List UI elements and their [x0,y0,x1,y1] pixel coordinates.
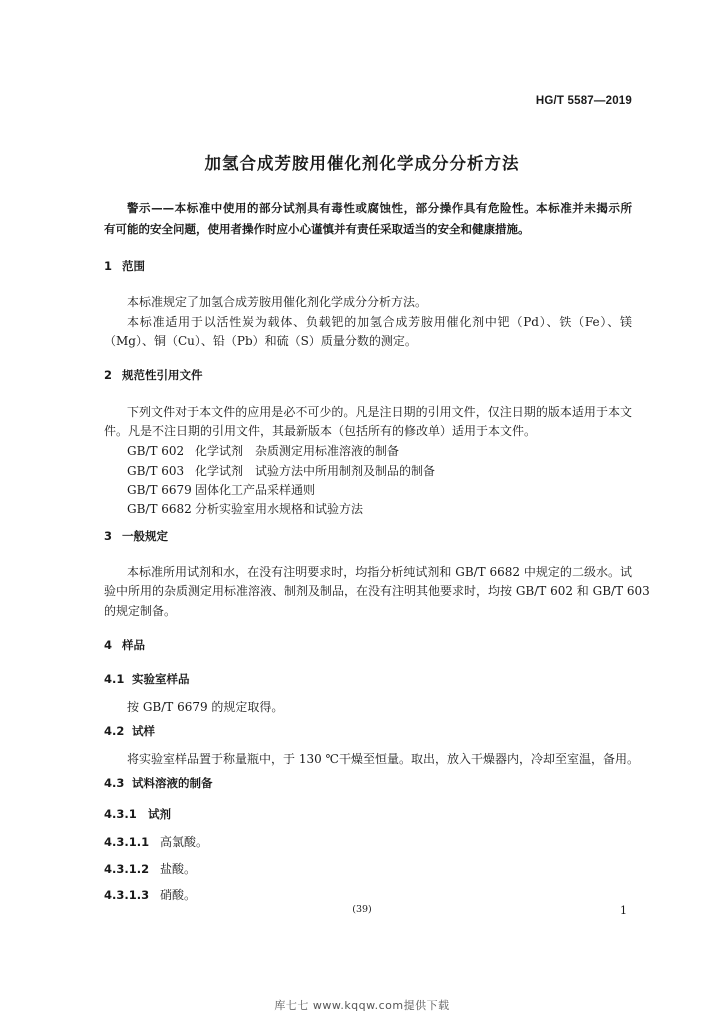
section-title: 范围 [122,259,145,273]
section-2-paragraph-line-1: 下列文件对于本文件的应用是必不可少的。凡是注日期的引用文件，仅注日期的版本适用于本文 [127,405,632,419]
reference-code: GB/T 6679 [127,483,192,497]
reference-code: GB/T 602 [127,444,185,458]
clause-4-3-1-3 [104,886,196,903]
clause-text: 硝酸。 [160,888,197,902]
reference-title: 化学试剂 杂质测定用标准溶液的制备 [195,444,400,458]
clause-number: 4.3.1.1 [104,835,150,849]
section-title: 试样 [132,724,155,738]
section-title: 试料溶液的制备 [132,776,213,790]
subsection-4-3-heading [104,775,213,791]
section-title: 实验室样品 [132,672,190,686]
reference-title: 固体化工产品采样通则 [195,483,316,497]
section-4-heading [104,637,145,653]
reference-code: GB/T 6682 [127,502,192,516]
clause-text: 高氯酸。 [160,835,209,849]
standard-code: HG/T 5587—2019 [535,95,632,107]
section-number: 1 [104,259,113,273]
section-3-heading [104,528,168,544]
section-1-paragraph-1: 本标准规定了加氢合成芳胺用催化剂化学成分分析方法。 [127,295,428,309]
section-3-line-1: 本标准所用试剂和水，在没有注明要求时，均指分析纯试剂和 GB/T 6682 中规定的二级水。试 [127,565,632,579]
clause-4-3-1-2 [104,860,196,877]
document-title: 加氢合成芳胺用催化剂化学成分分析方法 [204,154,520,173]
warning-line-2: 有可能的安全问题，使用者操作时应小心谨慎并有责任采取适当的安全和健康措施。 [104,222,530,236]
reference-item [127,481,315,498]
section-number: 2 [104,368,113,382]
section-number: 4 [104,638,113,652]
reference-title: 化学试剂 试验方法中所用制剂及制品的制备 [195,464,436,478]
subsection-4-2-text: 将实验室样品置于称量瓶中，于 130 ℃干燥至恒量。取出，放入干燥器内，冷却至室温，备用。 [127,752,639,766]
subsection-4-2-heading [104,723,155,739]
reference-title: 分析实验室用水规格和试验方法 [195,502,364,516]
warning-line-1: 警示——本标准中使用的部分试剂具有毒性或腐蚀性，部分操作具有危险性。本标准并未揭示所 [127,201,632,215]
section-number: 4.3 [104,776,125,790]
section-1-paragraph-2-line-1: 本标准适用于以活性炭为载体、负载钯的加氢合成芳胺用催化剂中钯（Pd）、铁（Fe）、镁 [127,315,632,329]
section-number: 4.3.1 [104,807,137,821]
section-title: 规范性引用文件 [122,368,203,382]
section-number: 4.1 [104,672,125,686]
section-2-heading [104,367,203,383]
section-3-line-2: 验中所用的杂质测定用标准溶液、制剂及制品，在没有注明其他要求时，均按 GB/T 602 和 GB/T 603 [104,584,650,598]
clause-number: 4.3.1.3 [104,888,150,902]
section-title: 一般规定 [122,529,168,543]
footer-page-label: (39) [352,904,372,915]
section-2-paragraph-line-2: 件。凡是不注日期的引用文件，其最新版本（包括所有的修改单）适用于本文件。 [104,424,537,438]
reference-item [127,442,399,459]
section-title: 试剂 [148,807,171,821]
section-number: 3 [104,529,113,543]
section-1-paragraph-2-line-2: （Mg）、铜（Cu）、铅（Pb）和硫（S）质量分数的测定。 [104,334,417,348]
download-watermark: 库七七 www.kqqw.com提供下载 [274,999,450,1012]
clause-number: 4.3.1.2 [104,862,150,876]
reference-item [127,462,435,479]
section-title: 样品 [122,638,145,652]
section-1-heading [104,258,145,274]
subsection-4-3-1-heading [104,806,171,822]
subsection-4-1-heading [104,671,190,687]
subsection-4-1-text: 按 GB/T 6679 的规定取得。 [127,700,284,714]
section-number: 4.2 [104,724,125,738]
reference-item [127,500,363,517]
clause-4-3-1-1 [104,833,208,850]
section-3-line-3: 的规定制备。 [104,604,177,618]
footer-page-number: 1 [620,904,627,917]
reference-code: GB/T 603 [127,464,185,478]
clause-text: 盐酸。 [160,862,197,876]
